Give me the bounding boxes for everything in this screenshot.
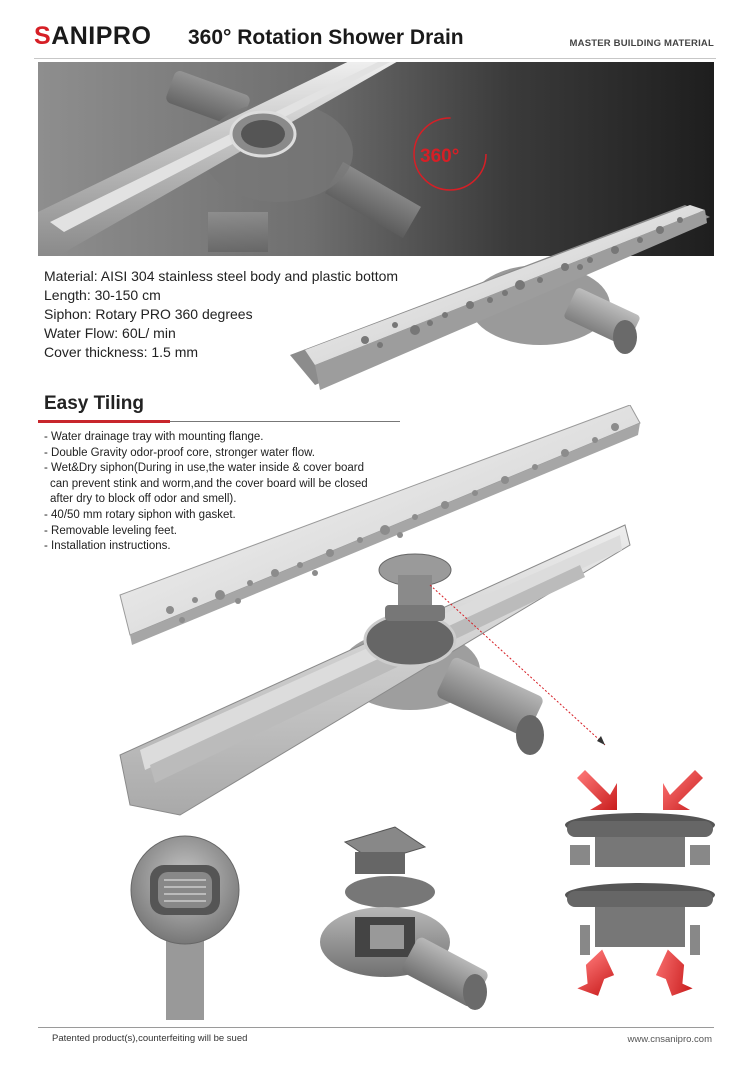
spec-cover-thickness: Cover thickness: 1.5 mm bbox=[44, 344, 199, 360]
feature-item: - Double Gravity odor-proof core, stronger water flow. bbox=[44, 446, 316, 459]
arrow-down-right-icon bbox=[577, 770, 617, 810]
feature-item: - Water drainage tray with mounting flange. bbox=[44, 431, 264, 443]
page-title: 360° Rotation Shower Drain bbox=[188, 26, 464, 49]
logo-initial: S bbox=[34, 22, 52, 50]
feature-item: after dry to block off odor and smell). bbox=[50, 493, 237, 506]
logo-text: ANIPRO bbox=[51, 22, 152, 50]
feature-item: - Removable leveling feet. bbox=[44, 524, 177, 537]
footer-divider bbox=[38, 1027, 714, 1028]
feature-item: - Installation instructions. bbox=[44, 540, 171, 553]
feature-item: can prevent stink and worm,and the cover board will be closed bbox=[50, 477, 368, 490]
wet-dry-siphon-detail bbox=[555, 755, 725, 1005]
spec-water-flow: Water Flow: 60L/ min bbox=[44, 325, 176, 341]
spec-material: Material: AISI 304 stainless steel body and plastic bottom bbox=[44, 268, 399, 284]
spec-length: Length: 30-150 cm bbox=[44, 287, 161, 303]
section-title: Easy Tiling bbox=[44, 393, 144, 414]
arrow-down-right-out-icon bbox=[649, 946, 693, 999]
specifications bbox=[44, 267, 398, 362]
website-link[interactable]: www.cnsanipro.com bbox=[627, 1034, 712, 1045]
spec-siphon: Siphon: Rotary PRO 360 degrees bbox=[44, 306, 253, 322]
siphon-exploded-view bbox=[315, 822, 495, 1022]
tagline: MASTER BUILDING MATERIAL bbox=[569, 38, 714, 49]
patent-notice: Patented product(s),counterfeiting will be sued bbox=[52, 1033, 248, 1044]
header-divider bbox=[34, 58, 716, 59]
siphon-top-view bbox=[130, 830, 240, 1020]
feature-item: - 40/50 mm rotary siphon with gasket. bbox=[44, 508, 236, 521]
rotation-badge-text: 360° bbox=[420, 146, 460, 167]
arrow-down-left-icon bbox=[663, 770, 703, 810]
feature-item: - Wet&Dry siphon(During in use,the water inside & cover board bbox=[44, 462, 365, 475]
brand-logo bbox=[34, 22, 151, 51]
